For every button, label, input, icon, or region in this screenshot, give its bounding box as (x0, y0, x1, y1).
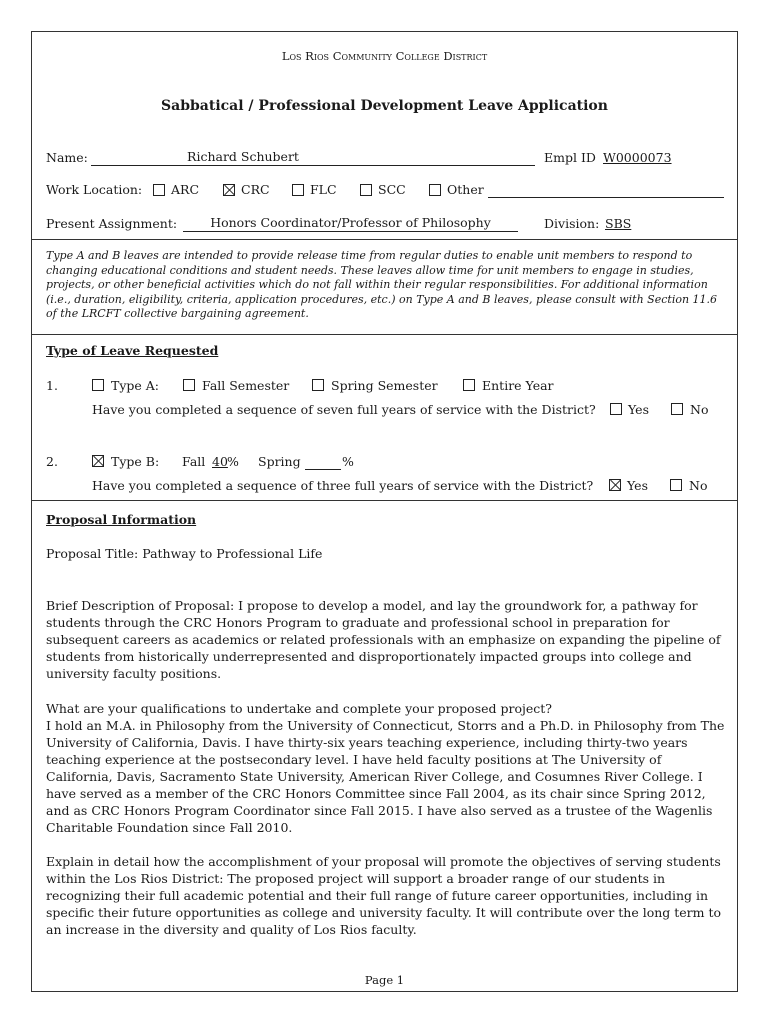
divider (32, 334, 737, 335)
name-label: Name: (46, 150, 88, 165)
intro-text: Type A and B leaves are intended to provide release time from regular duties to enable unit members to respond to changing educational conditions and student needs. These leaves allow time for unit members to engage in studies, projects, or other beneficial activities which do not fall within their regular responsibilities. For additional information (i.e., duration, eligibility, criteria, application procedures, etc.) on Type A and B leaves, please consult with Section 11.6 of the LRCFT collective bargaining agreement. (46, 249, 718, 320)
location-other-label: Other (447, 182, 484, 197)
spring-percent-sign: % (342, 454, 354, 469)
assignment-value: Honors Coordinator/Professor of Philosophy (210, 215, 491, 230)
proposal-heading: Proposal Information (46, 512, 197, 527)
location-flc-checkbox[interactable] (292, 184, 304, 196)
fall-percent-field[interactable]: 40 (212, 454, 228, 469)
fall-semester-checkbox[interactable] (183, 379, 195, 391)
leave-item-2-number: 2. (46, 454, 58, 469)
type-a-no-checkbox[interactable] (671, 403, 683, 415)
location-other-checkbox[interactable] (429, 184, 441, 196)
type-b-no-checkbox[interactable] (670, 479, 682, 491)
type-b-yes-checkbox[interactable] (609, 479, 621, 491)
empl-id-field[interactable]: W0000073 (603, 150, 672, 165)
location-crc-label: CRC (241, 182, 270, 197)
objectives-text: Explain in detail how the accomplishment of your proposal will promote the objectives of serving students within the Los Rios District: The proposed project will support a broader range of our students in recognizing their full academic potential and their full range of future career opportunities, including in specific their future opportunities as college and university faculty. It will contribute over the long term to an increase in the diversity and quality of Los Rios faculty. (46, 854, 722, 937)
type-b-question: Have you completed a sequence of three full years of service with the District? (92, 478, 594, 493)
type-a-checkbox[interactable] (92, 379, 104, 391)
location-other-field[interactable] (488, 181, 724, 198)
type-a-yes-label: Yes (628, 402, 649, 417)
type-a-no-label: No (690, 402, 709, 417)
name-value: Richard Schubert (187, 149, 299, 164)
leave-heading: Type of Leave Requested (46, 343, 219, 358)
qualifications-block (46, 700, 726, 836)
application-form (31, 31, 738, 992)
divider (32, 239, 737, 240)
type-b-no-label: No (689, 478, 708, 493)
spring-semester-label: Spring Semester (331, 378, 438, 393)
leave-item-1-number: 1. (46, 378, 58, 393)
assignment-field[interactable] (183, 215, 518, 232)
work-location-label: Work Location: (46, 182, 143, 197)
type-b-label: Type B: (111, 454, 160, 469)
location-scc-label: SCC (378, 182, 406, 197)
entire-year-checkbox[interactable] (463, 379, 475, 391)
empl-id-label: Empl ID (544, 150, 596, 165)
location-scc-checkbox[interactable] (360, 184, 372, 196)
spring-semester-checkbox[interactable] (312, 379, 324, 391)
name-field[interactable] (91, 149, 535, 166)
location-flc-label: FLC (310, 182, 337, 197)
type-a-question: Have you completed a sequence of seven full years of service with the District? (92, 402, 596, 417)
fall-semester-label: Fall Semester (202, 378, 290, 393)
divider (32, 500, 737, 501)
division-label: Division: (544, 216, 600, 231)
form-title: Sabbatical / Professional Development Leave Application (161, 98, 608, 114)
page-number: Page 1 (364, 973, 405, 987)
fall-percent-sign: % (227, 454, 239, 469)
entire-year-label: Entire Year (482, 378, 554, 393)
type-a-yes-checkbox[interactable] (610, 403, 622, 415)
qualifications-question: What are your qualifications to undertake and complete your proposed project? (46, 701, 552, 716)
type-a-label: Type A: (111, 378, 160, 393)
assignment-label: Present Assignment: (46, 216, 178, 231)
location-arc-label: ARC (171, 182, 200, 197)
spring-percent-field[interactable] (305, 453, 341, 470)
type-b-yes-label: Yes (627, 478, 648, 493)
type-b-checkbox[interactable] (92, 455, 104, 467)
proposal-title: Proposal Title: Pathway to Professional Life (46, 546, 323, 561)
location-crc-checkbox[interactable] (223, 184, 235, 196)
district-name: Los Rios Community College District (281, 49, 488, 63)
fall-percent-label: Fall (182, 454, 206, 469)
qualifications-answer: I hold an M.A. in Philosophy from the University of Connecticut, Storrs and a Ph.D. in Philosophy from The University of California, Davis. I have thirty-six years teaching experience, including thirty-two years teaching experience at the postsecondary level. I have held faculty positions at The University of California, Davis, Sacramento State University, American River College, and Cosumnes River College. I have served as a member of the CRC Honors Committee since Fall 2004, as its chair since Spring 2012, and as CRC Honors Program Coordinator since Fall 2015. I have also served as a trustee of the Wagenlis Charitable Foundation since Fall 2010. (46, 718, 725, 835)
location-arc-checkbox[interactable] (153, 184, 165, 196)
proposal-description: Brief Description of Proposal: I propose to develop a model, and lay the groundwork for, a pathway for students through the CRC Honors Program to graduate and professional school in preparation for subsequent careers as academics or related professionals with an emphasize on expanding the pipeline of students from historically underrepresented and disproportionately impacted groups into college and university faculty positions. (46, 598, 721, 681)
spring-percent-label: Spring (258, 454, 301, 469)
division-field[interactable]: SBS (605, 216, 632, 231)
